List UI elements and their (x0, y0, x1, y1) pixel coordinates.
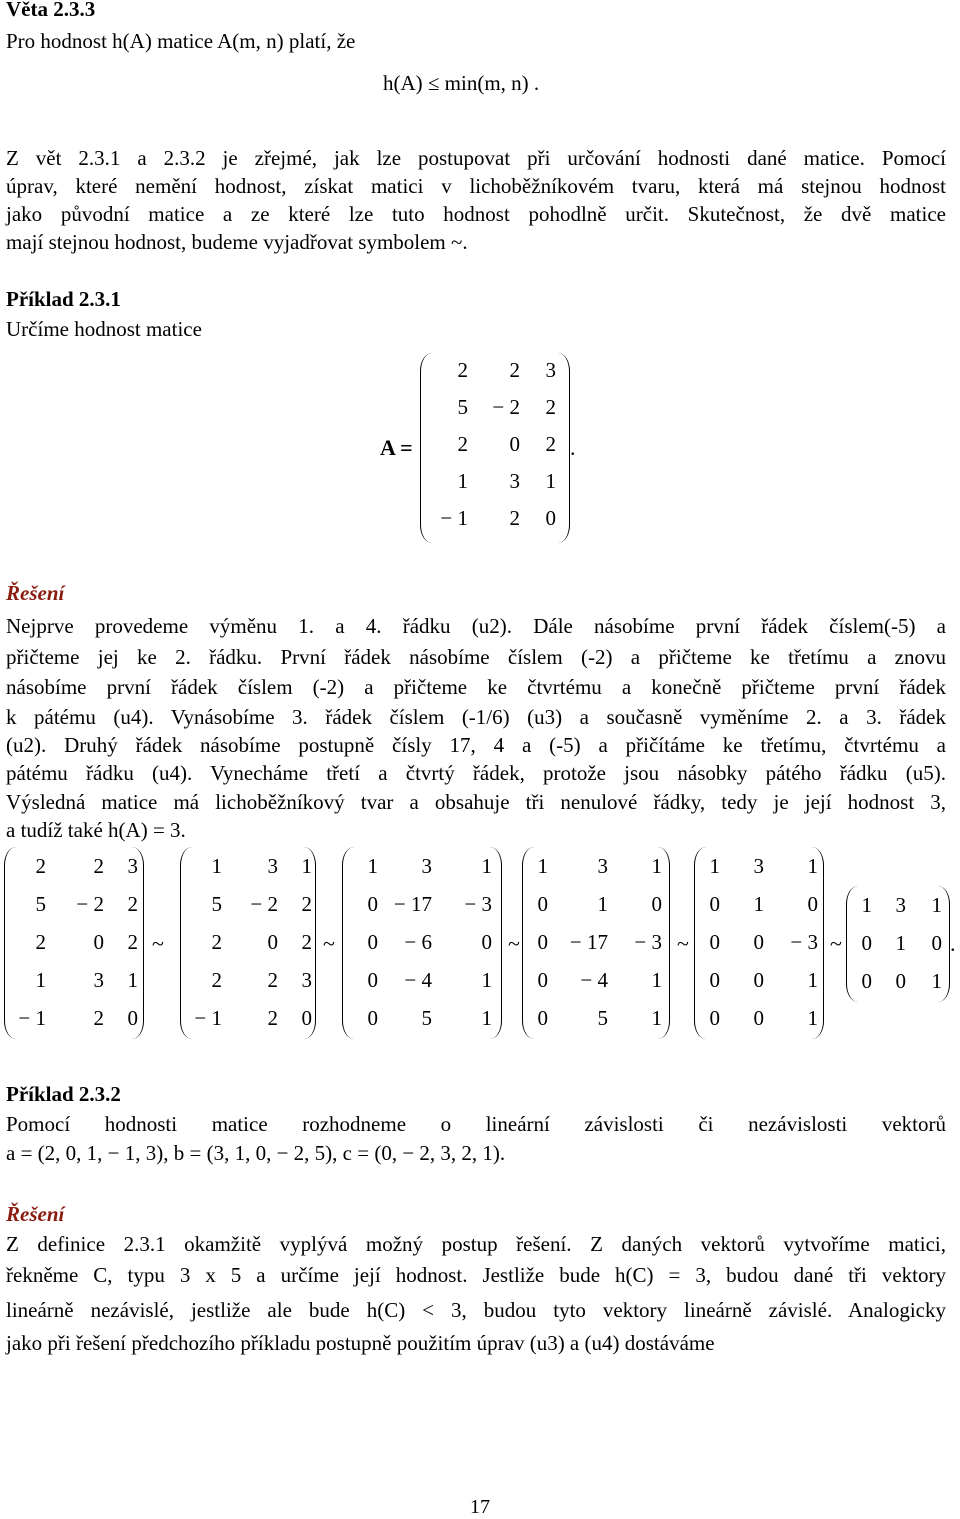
solution1-line-4: k pátému (u4). Vynásobíme 3. řádek číslem (-1/6) (u3) a současně vyměníme 2. a 3. řádek (6, 705, 946, 729)
matrix-cell: 2 (211, 968, 222, 992)
example1-title: Příklad 2.3.1 (6, 287, 121, 311)
chain-period: . (950, 931, 956, 956)
matrix-cell: 1 (861, 893, 872, 917)
matrix-cell: 1 (481, 968, 492, 992)
solution1-line-6: pátému řádku (u4). Vynecháme třetí a čtvrtý řádek, protože jsou násobky pátého řádku (u5). (6, 761, 946, 785)
matrix-cell: 0 (537, 930, 548, 954)
matrix-cell: 0 (861, 931, 872, 955)
solution1-line-8: a tudíž také h(A) = 3. (6, 818, 186, 842)
matrix-cell: 1 (931, 893, 942, 917)
matrix-cell: 1 (481, 1006, 492, 1030)
matrix-cell: − 4 (580, 968, 608, 992)
matrix-cell: 5 (211, 892, 222, 916)
solution2-line-4: jako při řešení předchozího příkladu postupně použitím úprav (u3) a (u4) dostáváme (6, 1331, 715, 1355)
matrix-cell: 2 (301, 892, 312, 916)
matrix-cell: 0 (367, 968, 378, 992)
matrix-cell: 1 (597, 892, 608, 916)
matrix-cell: 1 (931, 969, 942, 993)
matrix-cell: 3 (267, 854, 278, 878)
matrix-cell: 1 (35, 968, 46, 992)
theorem-formula: h(A) ≤ min(m, n) . (383, 71, 540, 95)
matrix-cell: 3 (545, 358, 556, 382)
tilde-symbol: ~ (677, 931, 689, 956)
solution1-line-3: násobíme první řádek číslem (-2) a přičteme ke čtvrtému a konečně přičteme první řádek (6, 675, 946, 699)
matrix-cell: 1 (301, 854, 312, 878)
matrix-cell: − 1 (18, 1006, 46, 1030)
matrix-cell: 3 (753, 854, 764, 878)
matrix-cell: 3 (597, 854, 608, 878)
solution1-line-1: Nejprve provedeme výměnu 1. a 4. řádku (u2). Dále násobíme první řádek číslem(-5) a (6, 614, 946, 638)
matrix-cell: 1 (895, 931, 906, 955)
matrix-cell: 0 (537, 892, 548, 916)
matrix-cell: 0 (931, 931, 942, 955)
chain-matrix-1 (4, 847, 144, 1039)
paragraph-line-1: Z vět 2.3.1 a 2.3.2 je zřejmé, jak lze postupovat při určování hodnosti dané matice. Pomocí (6, 146, 946, 170)
example2-title: Příklad 2.3.2 (6, 1082, 121, 1106)
matrix-cell: 5 (421, 1006, 432, 1030)
matrix-cell: − 6 (404, 930, 432, 954)
matrix-cell: 2 (545, 432, 556, 456)
matrix-cell: − 2 (492, 395, 520, 419)
matrix-cell: 2 (457, 358, 468, 382)
bracket-left (342, 847, 354, 1039)
matrix-cell: 2 (127, 892, 138, 916)
matrix-cell: − 3 (790, 930, 818, 954)
solution1-line-5: (u2). Druhý řádek násobíme postupně čísly 17, 4 a (-5) a přičítáme ke třetímu, čtvrtému a (6, 733, 946, 757)
tilde-symbol: ~ (323, 931, 335, 956)
solution2-title: Řešení (6, 1202, 65, 1226)
example2-vectors: a = (2, 0, 1, − 1, 3), b = (3, 1, 0, − 2, 5), c = (0, − 2, 3, 2, 1). (6, 1141, 506, 1165)
matrix-cell: 2 (127, 930, 138, 954)
matrix-cell: 0 (367, 892, 378, 916)
bracket-left (694, 847, 706, 1039)
matrix-cell: 0 (895, 969, 906, 993)
matrix-cell: − 3 (634, 930, 662, 954)
matrix-cell: 5 (35, 892, 46, 916)
tilde-symbol: ~ (152, 931, 164, 956)
matrix-cell: 1 (651, 1006, 662, 1030)
matrix-cell: 0 (651, 892, 662, 916)
bracket-left (522, 847, 534, 1039)
matrix-cell: 1 (545, 469, 556, 493)
matrix-cell: 0 (861, 969, 872, 993)
matrix-cell: 0 (709, 1006, 720, 1030)
matrix-cell: 1 (807, 968, 818, 992)
matrix-cell: 0 (267, 930, 278, 954)
paragraph-line-3: jako původní matice a ze které lze tuto hodnost pohodlně určit. Skutečnost, že dvě matice (6, 202, 946, 226)
matrix-cell: 1 (367, 854, 378, 878)
matrix-cell: 1 (127, 968, 138, 992)
matrix-cell: 5 (597, 1006, 608, 1030)
solution1-line-7: Výsledná matice má lichoběžníkový tvar a obsahuje tři nenulové řádky, tedy je její hodnost 3, (6, 790, 946, 814)
matrix-cell: 0 (509, 432, 520, 456)
matrix-cell: 1 (807, 854, 818, 878)
solution2-line-2: řekněme C, typu 3 x 5 a určíme její hodnost. Jestliže bude h(C) = 3, budou dané tři vektory (6, 1263, 946, 1287)
bracket-left (420, 353, 432, 543)
matrix-cell: 2 (35, 930, 46, 954)
theorem-title: Věta 2.3.3 (6, 0, 96, 21)
matrix-cell: − 2 (250, 892, 278, 916)
matrix-cell: 1 (481, 854, 492, 878)
matrix-cell: 2 (301, 930, 312, 954)
matrix-cell: 0 (753, 930, 764, 954)
chain-matrix-4 (522, 847, 670, 1039)
matrix-cell: − 2 (76, 892, 104, 916)
bracket-left (4, 847, 16, 1039)
matrix-cell: 1 (457, 469, 468, 493)
tilde-symbol: ~ (830, 931, 842, 956)
matrix-period: . (570, 435, 576, 460)
matrix-cell: 0 (481, 930, 492, 954)
matrix-cell: 0 (709, 892, 720, 916)
solution1-line-2: přičteme jej ke 2. řádku. První řádek násobíme číslem (-2) a přičteme ke třetímu a znovu (6, 645, 946, 669)
matrix-cell: 3 (93, 968, 104, 992)
matrix-cell: 5 (457, 395, 468, 419)
matrix-cell: 0 (127, 1006, 138, 1030)
bracket-left (846, 886, 858, 1002)
paragraph-line-4: mají stejnou hodnost, budeme vyjadřovat symbolem ~. (6, 230, 468, 254)
matrix-cell: 1 (709, 854, 720, 878)
matrix-cell: 3 (127, 854, 138, 878)
matrix-cell: − 1 (440, 506, 468, 530)
matrix-a (420, 353, 570, 543)
chain-matrix-5 (694, 847, 824, 1039)
theorem-text: Pro hodnost h(A) matice A(m, n) platí, že (6, 29, 356, 53)
matrix-cell: 0 (709, 968, 720, 992)
chain-matrix-2 (180, 847, 316, 1039)
paragraph-line-2: úprav, které nemění hodnost, získat matici v lichoběžníkovém tvaru, která má stejnou hodnost (6, 174, 946, 198)
matrix-cell: 2 (509, 506, 520, 530)
matrix-cell: 0 (367, 930, 378, 954)
matrix-cell: 2 (93, 854, 104, 878)
matrix-cell: 1 (651, 854, 662, 878)
matrix-cell: 2 (509, 358, 520, 382)
matrix-cell: 1 (651, 968, 662, 992)
matrix-cell: 0 (537, 968, 548, 992)
matrix-cell: 0 (93, 930, 104, 954)
matrix-cell: 2 (211, 930, 222, 954)
matrix-cell: 1 (537, 854, 548, 878)
chain-matrix-3 (342, 847, 502, 1039)
matrix-cell: 0 (753, 1006, 764, 1030)
matrix-label: A = (380, 435, 413, 460)
matrix-cell: 1 (211, 854, 222, 878)
bracket-left (180, 847, 192, 1039)
matrix-cell: − 1 (194, 1006, 222, 1030)
matrix-cell: 2 (457, 432, 468, 456)
matrix-cell: 0 (709, 930, 720, 954)
matrix-cell: 2 (267, 968, 278, 992)
matrix-cell: 1 (753, 892, 764, 916)
matrix-cell: 2 (93, 1006, 104, 1030)
matrix-cell: 2 (545, 395, 556, 419)
matrix-cell: 0 (367, 1006, 378, 1030)
matrix-cell: 3 (301, 968, 312, 992)
matrix-cell: 0 (301, 1006, 312, 1030)
matrix-cell: 0 (545, 506, 556, 530)
matrix-cell: 0 (753, 968, 764, 992)
bracket-right (558, 353, 570, 543)
matrix-cell: − 17 (569, 930, 608, 954)
matrix-cell: − 4 (404, 968, 432, 992)
solution2-line-1: Z definice 2.3.1 okamžitě vyplývá možný postup řešení. Z daných vektorů vytvoříme matici, (6, 1232, 946, 1256)
matrix-cell: 0 (807, 892, 818, 916)
page-number: 17 (470, 1496, 490, 1518)
matrix-cell: − 17 (393, 892, 432, 916)
matrix-cell: 3 (421, 854, 432, 878)
solution2-line-3: lineárně nezávislé, jestliže ale bude h(C) < 3, budou tyto vektory lineárně závislé. Analogicky (6, 1298, 946, 1322)
matrix-cell: 3 (895, 893, 906, 917)
example1-intro: Určíme hodnost matice (6, 317, 202, 341)
solution1-title: Řešení (6, 581, 65, 605)
chain-matrix-6 (846, 886, 950, 1002)
tilde-symbol: ~ (508, 931, 520, 956)
matrix-cell: − 3 (464, 892, 492, 916)
matrix-cell: 0 (537, 1006, 548, 1030)
matrix-cell: 2 (35, 854, 46, 878)
matrix-cell: 3 (509, 469, 520, 493)
example2-line-1: Pomocí hodnosti matice rozhodneme o lineární závislosti či nezávislosti vektorů (6, 1112, 946, 1136)
matrix-cell: 2 (267, 1006, 278, 1030)
matrix-cell: 1 (807, 1006, 818, 1030)
